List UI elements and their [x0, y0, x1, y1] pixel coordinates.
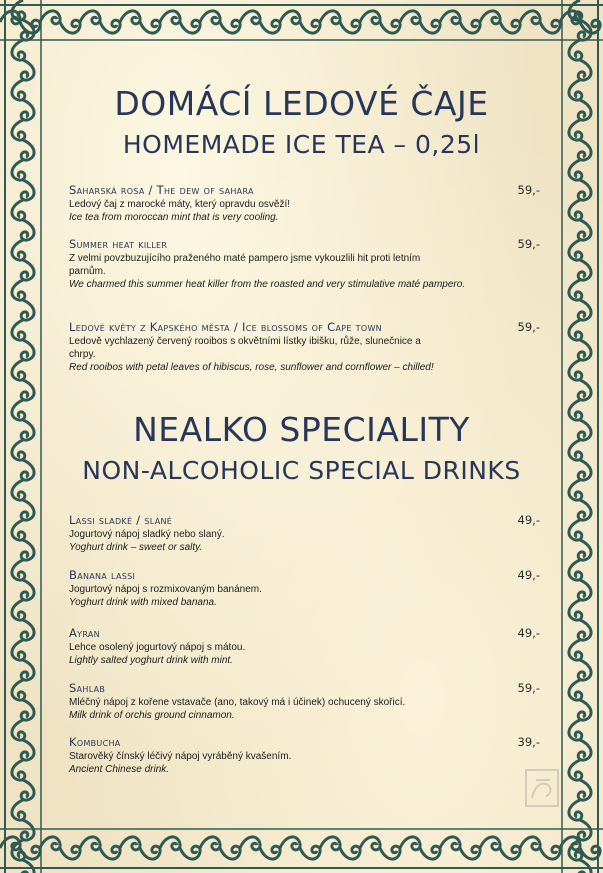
item-description-cz: Ledově vychlazený červený rooibos s okvětními lístky ibišku, růže, slunečnice a chrpy. — [69, 336, 421, 360]
menu-item — [69, 320, 549, 374]
item-price: 59,- — [517, 183, 540, 197]
item-price: 59,- — [517, 237, 540, 251]
item-price: 49,- — [517, 513, 540, 527]
item-description-cz: Mléčný nápoj z kořene vstavače (ano, takový má i účinek) ochucený skořicí. — [69, 697, 406, 708]
menu-item — [69, 237, 549, 291]
item-description-en: Yoghurt drink – sweet or salty. — [69, 542, 203, 553]
item-description-cz: Ledový čaj z marocké máty, který opravdu osvěží! — [69, 199, 291, 210]
item-description-en: Ice tea from moroccan mint that is very cooling. — [69, 212, 279, 223]
section-title-nonalcoholic-cz: NEALKO SPECIALITY — [133, 410, 470, 449]
item-name: Lassi sladké / slané — [69, 513, 173, 527]
menu-content — [46, 44, 557, 823]
item-description-cz: Jogurtový nápoj s rozmixovaným banánem. — [69, 584, 262, 595]
ornament-border-right — [557, 0, 603, 873]
item-name: Sahlab — [69, 681, 106, 695]
item-name: Summer heat killer — [69, 237, 168, 251]
item-price: 49,- — [517, 568, 540, 582]
ornament-border-bottom — [0, 823, 603, 873]
item-description-cz: Z velmi povzbuzujícího praženého maté pampero jsme vykouzlili hit proti letním parnům. — [69, 253, 421, 277]
item-description-en: We charmed this summer heat killer from the roasted and very stimulative maté pampero. — [69, 279, 466, 290]
menu-item — [69, 626, 549, 667]
item-description-en: Milk drink of orchis ground cinnamon. — [69, 710, 235, 721]
item-description-en: Ancient Chinese drink. — [69, 764, 170, 775]
menu-item — [69, 681, 549, 722]
menu-item — [69, 513, 549, 554]
item-name: Kombucha — [69, 735, 121, 749]
item-description-en: Yoghurt drink with mixed banana. — [69, 597, 217, 608]
item-price: 59,- — [517, 320, 540, 334]
menu-item — [69, 183, 549, 224]
item-description-cz: Jogurtový nápoj sladký nebo slaný. — [69, 529, 225, 540]
item-description-en: Lightly salted yoghurt drink with mint. — [69, 655, 233, 666]
item-description-cz: Starověký čínský léčivý nápoj vyráběný kvašením. — [69, 751, 292, 762]
item-name: Saharská rosa / The dew of sahara — [69, 183, 254, 197]
menu-item — [69, 568, 549, 609]
item-description-en: Red rooibos with petal leaves of hibiscus, rose, sunflower and cornflower – chilled! — [69, 362, 434, 373]
watermark-seal-icon — [524, 768, 560, 808]
item-name: Ledové květy z Kapského města / Ice blossoms of Cape town — [69, 320, 382, 334]
item-price: 39,- — [517, 735, 540, 749]
ornament-border-left — [0, 0, 46, 873]
section-title-iced-tea-en: HOMEMADE ICE TEA – 0,25l — [122, 130, 481, 159]
item-price: 59,- — [517, 681, 540, 695]
item-price: 49,- — [517, 626, 540, 640]
item-name: Ayran — [69, 626, 100, 640]
menu-item — [69, 735, 549, 776]
item-description-cz: Lehce osolený jogurtový nápoj s mátou. — [69, 642, 246, 653]
ornament-border-top — [0, 0, 603, 44]
section-title-iced-tea-cz: DOMÁCÍ LEDOVÉ ČAJE — [114, 84, 489, 123]
item-name: Banana lassi — [69, 568, 136, 582]
section-title-nonalcoholic-en: NON-ALCOHOLIC SPECIAL DRINKS — [82, 456, 521, 485]
